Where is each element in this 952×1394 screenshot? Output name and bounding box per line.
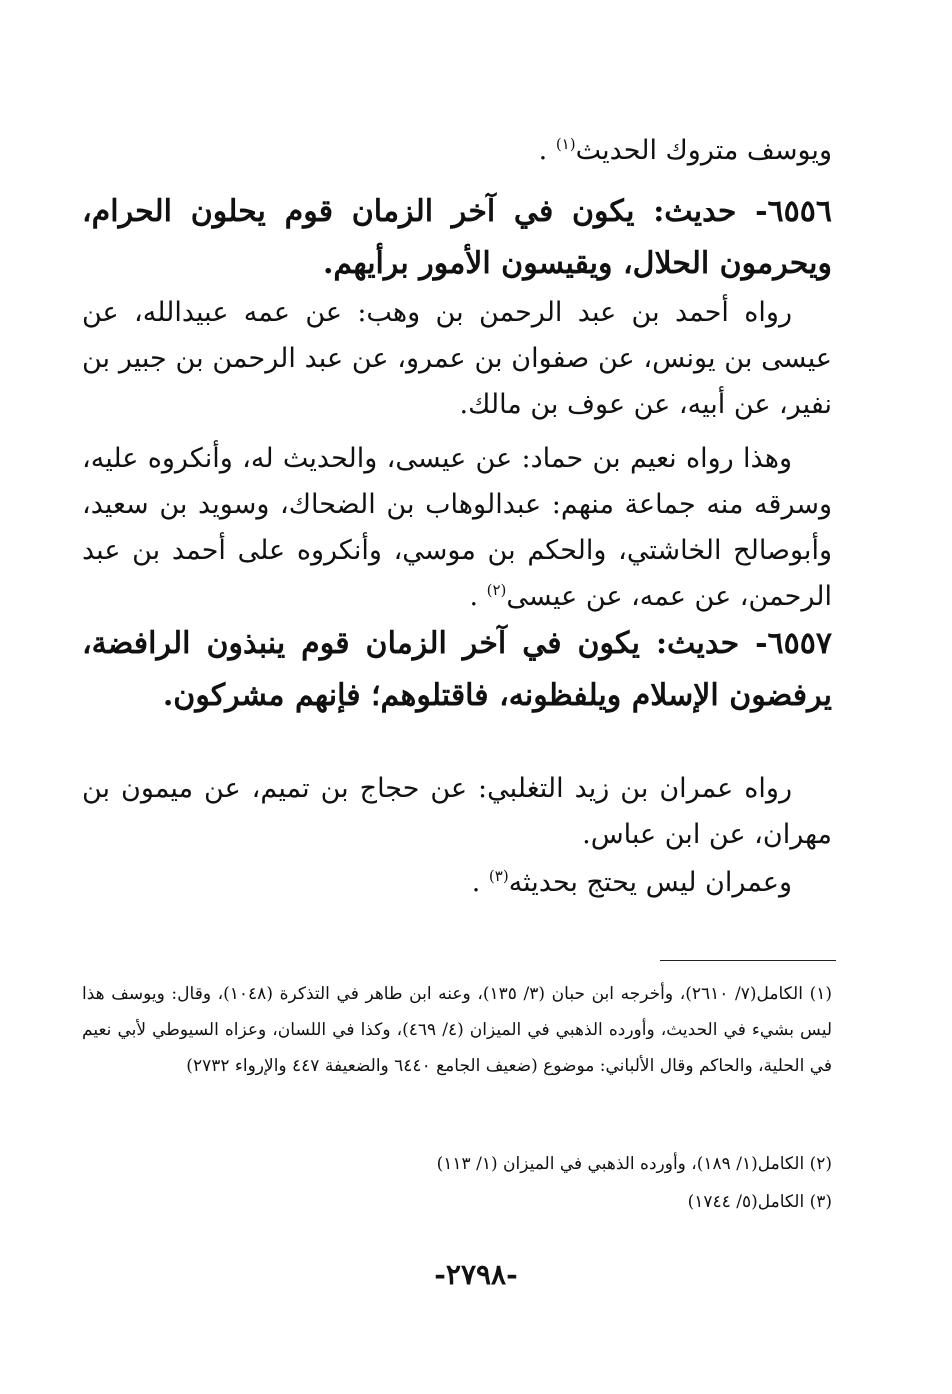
hadith-6556-heading: ٦٥٥٦- حديث: يكون في آخر الزمان قوم يحلون الحرام، ويحرمون الحلال، ويقيسون الأمور برأيهم. <box>82 194 832 281</box>
footnote-1: (١) الكامل(٧/ ٢٦١٠)، وأخرجه ابن حبان (٣/ ١٣٥)، وعنه ابن طاهر في التذكرة (١٠٤٨)، وقال: ويوسف هذا ليس بشيء في الحديث، وأورده الذهبي في الميزان (٤/ ٤٦٩)، وكذا في اللسان، وعزاه السيوطي لأبي نعيم في الحلية، والحاكم وقال الألباني: موضوع (ضعيف الجامع ٦٤٤٠ والضعيفة ٤٤٧ والإرواء ٢٧٣٢) <box>82 984 833 1076</box>
footnote-ref-3: (٣) <box>488 867 509 885</box>
commentary-tail: . <box>471 867 489 898</box>
hadith-6557-heading: ٦٥٥٧- حديث: يكون في آخر الزمان قوم ينبذون الرافضة، يرفضون الإسلام ويلفظونه، فاقتلوهم؛ فإنهم مشركون. <box>82 626 832 713</box>
commentary-text: وهذا رواه نعيم بن حماد: عن عيسى، والحديث له، وأنكروه عليه، وسرقه منه جماعة منهم: عبدالوهاب بن الضحاك، وسويد بن سعيد، وأبوصالح الخاشتي، والحكم بن موسي، وأنكروه على أحمد بن عبد الرحمن، عن عمه، عن عيسى <box>82 443 832 612</box>
page-number: -٢٧٩٨- <box>434 1258 518 1291</box>
hadith-6557-commentary <box>82 860 832 906</box>
intro-text: ويوسف متروك الحديث <box>575 135 832 166</box>
intro-tail: . <box>538 135 556 166</box>
commentary-text: وعمران ليس يحتج بحديثه <box>508 867 792 898</box>
footnote-divider <box>660 960 836 961</box>
hadith-6556-chain: رواه أحمد بن عبد الرحمن بن وهب: عن عمه عبيدالله، عن عيسى بن يونس، عن صفوان بن عمرو، عن عبد الرحمن بن جبير بن نفير، عن أبيه، عن عوف بن مالك. <box>82 297 832 420</box>
commentary-tail: . <box>469 581 487 612</box>
footnote-ref-1: (١) <box>555 135 576 153</box>
intro-line <box>82 128 832 174</box>
hadith-6557-chain: رواه عمران بن زيد التغلبي: عن حجاج بن تميم، عن ميمون بن مهران، عن ابن عباس. <box>82 773 832 850</box>
footnote-ref-2: (٢) <box>486 581 507 599</box>
footnote-3: (٣) الكامل(٥/ ١٧٤٤) <box>687 1192 832 1212</box>
footnote-2: (٢) الكامل(١/ ١٨٩)، وأورده الذهبي في الميزان (١/ ١١٣) <box>436 1154 832 1174</box>
hadith-6556-commentary <box>82 436 832 620</box>
